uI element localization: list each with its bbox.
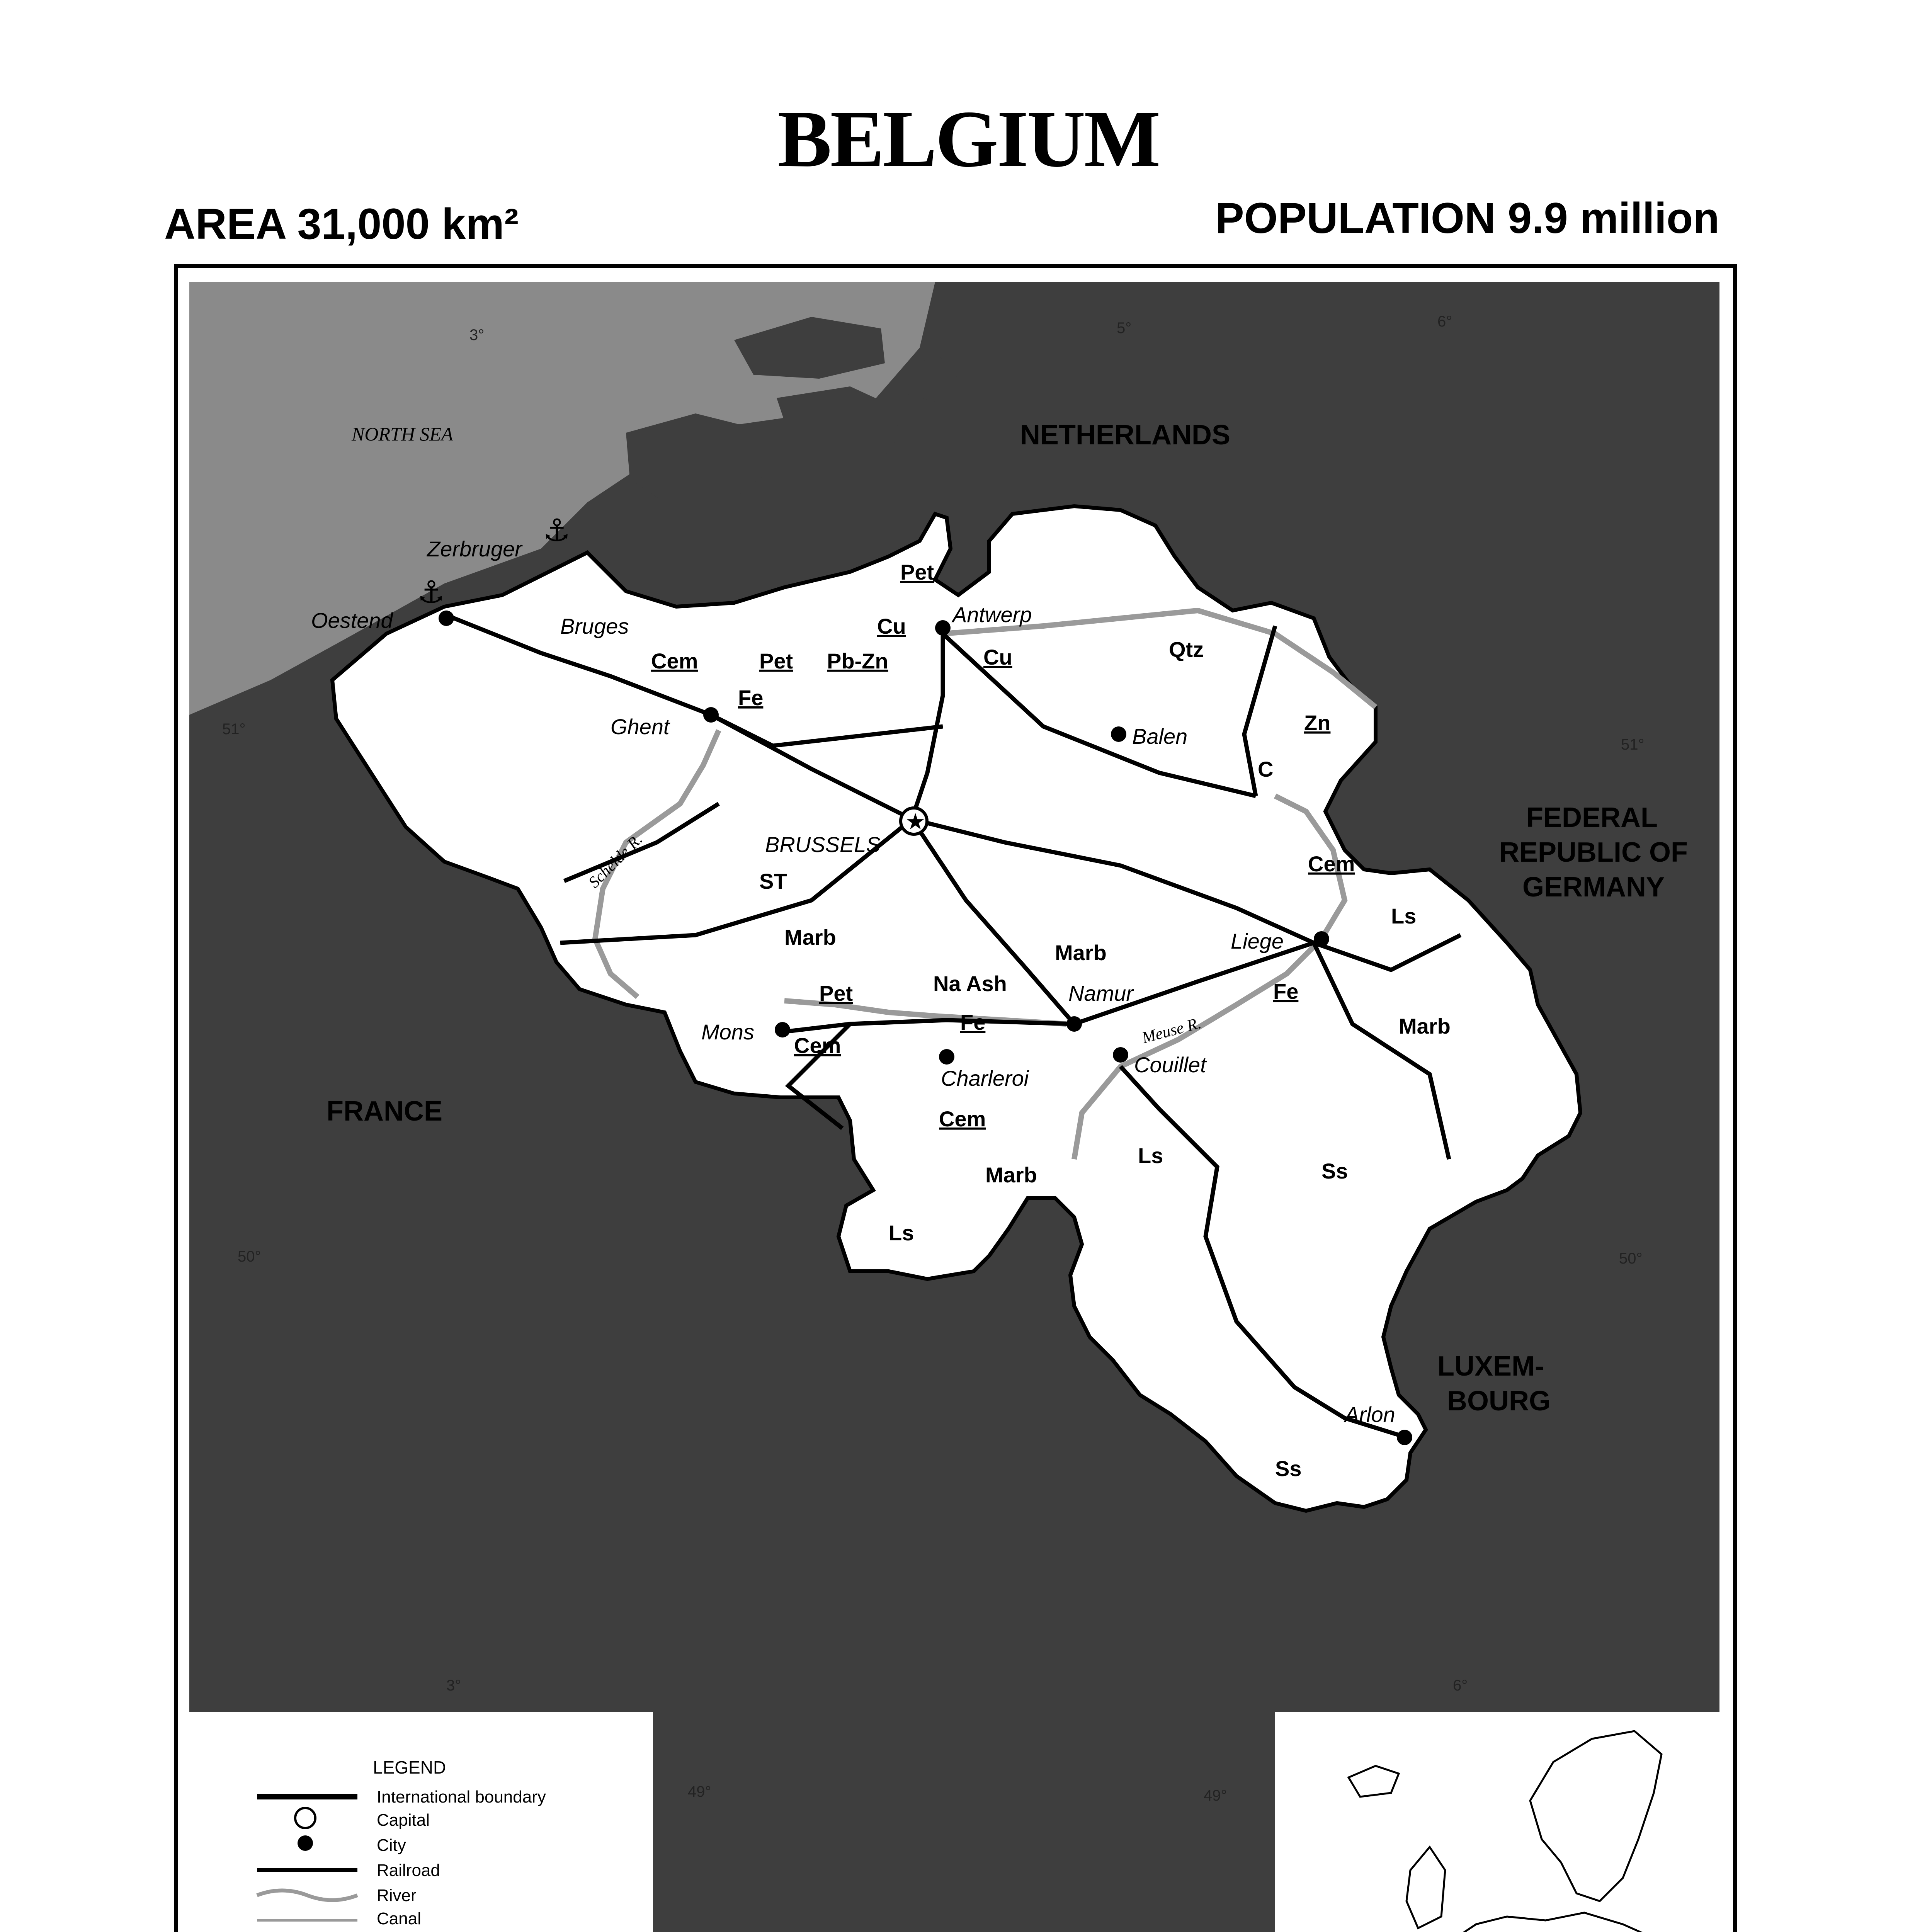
- mineral-qtz: Qtz: [1169, 637, 1204, 662]
- mineral-marb-1: Marb: [784, 925, 836, 949]
- page-title: BELGIUM: [777, 94, 1159, 184]
- mineral-na-ash: Na Ash: [933, 971, 1007, 996]
- oestend-label: Oestend: [311, 608, 393, 633]
- lat-50-label-right: 50°: [1619, 1250, 1643, 1267]
- namur-label: Namur: [1068, 981, 1134, 1005]
- france-label: FRANCE: [327, 1096, 442, 1127]
- luxembourg-label-1: LUXEM-: [1437, 1351, 1544, 1382]
- mineral-cu-antwerp: Cu: [877, 614, 906, 638]
- luxembourg-label-2: BOURG: [1447, 1386, 1551, 1417]
- namur-dot: [1066, 1016, 1082, 1032]
- mons-dot: [775, 1022, 790, 1037]
- netherlands-label: NETHERLANDS: [1020, 420, 1231, 451]
- germany-label-1: FEDERAL: [1526, 802, 1658, 833]
- mineral-ss-1: Ss: [1321, 1159, 1348, 1183]
- population-label: POPULATION 9.9 million: [1215, 194, 1719, 242]
- port-zerbruger-icon: ⚓: [543, 512, 571, 548]
- lat-51-label-right: 51°: [1621, 736, 1645, 753]
- mons-label: Mons: [701, 1020, 754, 1044]
- lat-50-label: 50°: [238, 1248, 261, 1265]
- antwerp-dot: [935, 620, 951, 636]
- port-oestend-icon: ⚓: [417, 574, 445, 610]
- mineral-marb-4: Marb: [985, 1163, 1037, 1187]
- balen-dot: [1111, 726, 1126, 742]
- mineral-cu-2: Cu: [983, 645, 1012, 669]
- antwerp-label: Antwerp: [952, 602, 1032, 627]
- couillet-dot: [1113, 1047, 1128, 1063]
- legend-item-city: City: [377, 1836, 406, 1855]
- inset-europe-map: [1275, 1712, 1719, 1932]
- mineral-ls-3: Ls: [889, 1221, 914, 1245]
- legend-item-river: River: [377, 1886, 417, 1905]
- lon-6-bottom-label: 6°: [1453, 1677, 1468, 1694]
- mineral-ss-2: Ss: [1275, 1456, 1302, 1481]
- mineral-zn: Zn: [1304, 711, 1331, 735]
- mineral-fe-charleroi: Fe: [960, 1010, 986, 1034]
- lon-3-bottom-label: 3°: [446, 1677, 461, 1694]
- map-area: [189, 282, 1719, 1712]
- legend: [189, 1712, 653, 1932]
- liege-label: Liege: [1231, 929, 1284, 953]
- inset-box: [1275, 1712, 1719, 1932]
- mineral-ls-east: Ls: [1391, 904, 1417, 928]
- mineral-ls-2: Ls: [1138, 1143, 1163, 1168]
- mineral-marb-3: Marb: [1399, 1014, 1451, 1038]
- balen-label: Balen: [1132, 724, 1188, 748]
- legend-item-capital: Capital: [377, 1811, 430, 1830]
- lat-51-label: 51°: [222, 721, 246, 738]
- mineral-cem-liege: Cem: [1308, 852, 1355, 876]
- map-lower-strip: [653, 1712, 1275, 1932]
- north-sea-label: NORTH SEA: [352, 423, 453, 445]
- oestend-dot: [439, 611, 454, 626]
- germany-label-2: REPUBLIC OF: [1499, 837, 1688, 868]
- mineral-cem-south: Cem: [939, 1107, 986, 1131]
- lat-49-label-right: 49°: [1204, 1787, 1227, 1804]
- zerbruger-label: Zerbruger: [427, 537, 522, 561]
- brussels-star-icon: ★: [905, 808, 925, 835]
- arlon-dot: [1397, 1430, 1412, 1445]
- ghent-dot: [703, 707, 719, 723]
- area-label: AREA 31,000 km²: [164, 200, 519, 248]
- charleroi-label: Charleroi: [941, 1066, 1029, 1090]
- legend-capital-icon: [295, 1808, 315, 1828]
- mineral-pb-zn: Pb-Zn: [827, 649, 888, 673]
- mineral-fe-liege: Fe: [1273, 979, 1299, 1003]
- mineral-fe-ghent: Fe: [738, 685, 764, 710]
- legend-item-railroad: Railroad: [377, 1861, 440, 1880]
- mineral-pet-west: Pet: [759, 649, 793, 673]
- mineral-pet-antwerp: Pet: [900, 560, 934, 584]
- mineral-st: ST: [759, 869, 787, 893]
- ghent-label: Ghent: [611, 714, 670, 739]
- mineral-cem-bruges: Cem: [651, 649, 698, 673]
- mineral-c: C: [1258, 757, 1274, 781]
- legend-city-icon: [298, 1835, 313, 1851]
- brussels-label: BRUSSELS: [765, 832, 881, 857]
- mineral-cem-mons: Cem: [794, 1033, 841, 1058]
- couillet-label: Couillet: [1134, 1053, 1206, 1077]
- germany-label-3: GERMANY: [1522, 872, 1665, 903]
- lat-49-label: 49°: [688, 1783, 711, 1800]
- schelde-river-label: Schelde R.: [585, 830, 646, 892]
- charleroi-dot: [939, 1049, 954, 1065]
- lon-3-label: 3°: [469, 327, 485, 344]
- lon-6-label: 6°: [1437, 313, 1452, 330]
- liege-dot: [1314, 931, 1329, 947]
- meuse-river-label: Meuse R.: [1140, 1014, 1203, 1047]
- mineral-marb-2: Marb: [1055, 940, 1107, 965]
- arlon-label: Arlon: [1345, 1402, 1395, 1427]
- mineral-pet-south: Pet: [819, 981, 853, 1005]
- lon-5-label: 5°: [1117, 320, 1132, 337]
- legend-item-boundary: International boundary: [377, 1787, 546, 1806]
- bruges-label: Bruges: [560, 614, 629, 638]
- legend-item-canal: Canal: [377, 1909, 421, 1928]
- legend-title: LEGEND: [373, 1757, 446, 1777]
